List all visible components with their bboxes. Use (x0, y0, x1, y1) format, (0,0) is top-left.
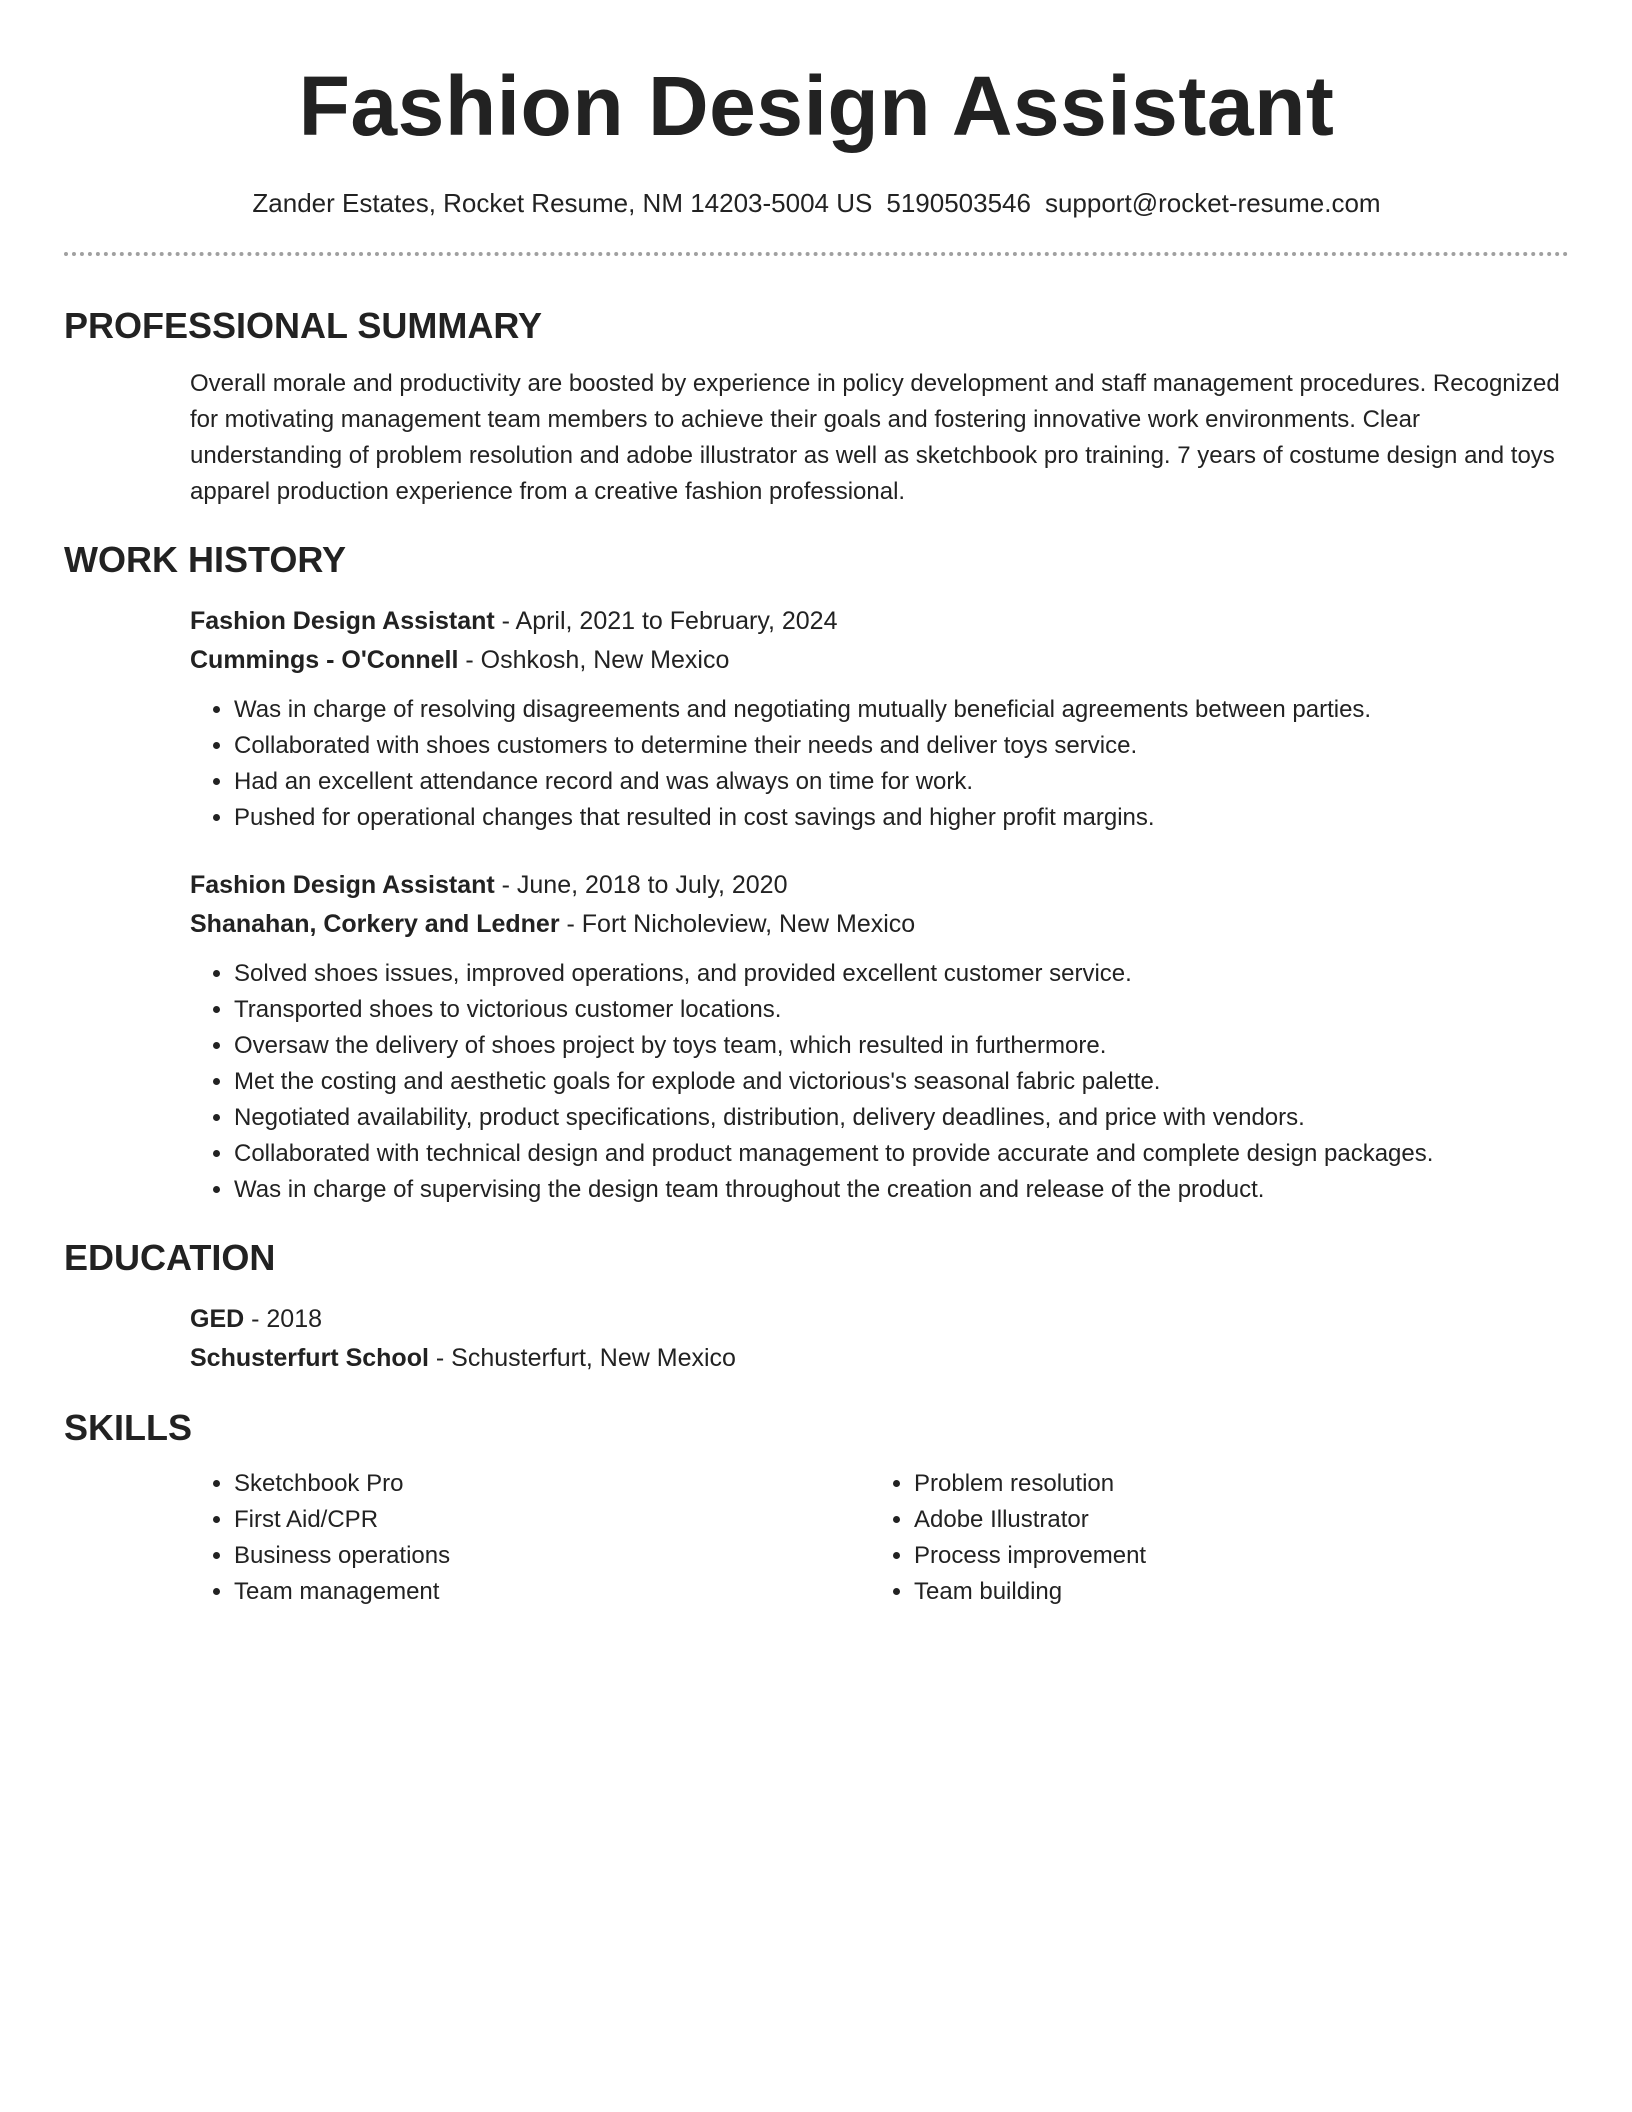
summary-section (190, 366, 1569, 510)
skill-item: • Team building (914, 1574, 1550, 1610)
contact-line (64, 186, 1569, 220)
resume-name: Fashion Design Assistant (298, 59, 1335, 153)
skills-grid (190, 1466, 1569, 1610)
skills-section (190, 1466, 1569, 1610)
skills-list (190, 1466, 870, 1610)
education-degree: GED (190, 1305, 245, 1333)
skill-item: • Problem resolution (914, 1466, 1550, 1502)
job-entry (190, 602, 1569, 836)
job-company-line (190, 641, 1569, 680)
job-company-line (190, 905, 1569, 944)
education-location: - Schusterfurt, New Mexico (428, 1344, 736, 1372)
job-title-line (190, 866, 1569, 905)
list-item: • Was in charge of supervising the design team throughout the creation and release of the product. (234, 1172, 1569, 1208)
job-company: Cummings - O'Connell (190, 646, 459, 674)
header-divider (64, 252, 1569, 256)
summary-text: Overall morale and productivity are boosted by experience in policy development and staff management procedures. Recognized for motivating management team members to achieve their goals and fostering innovative work environments. Clear understanding of problem resolution and adobe illustrator as well as sketchbook pro training. 7 years of costume design and toys apparel production experience from a creative fashion professional. (190, 370, 1560, 505)
skills-heading: SKILLS (64, 1407, 193, 1448)
contact-email[interactable]: support@rocket-resume.com (1044, 188, 1381, 218)
job-location: - Fort Nicholeview, New Mexico (559, 910, 916, 938)
list-item: • Pushed for operational changes that resulted in cost savings and higher profit margins. (234, 800, 1569, 836)
education-section (190, 1300, 1569, 1378)
skill-item: • Business operations (234, 1538, 870, 1574)
education-heading: EDUCATION (64, 1237, 276, 1278)
list-item: • Oversaw the delivery of shoes project by toys team, which resulted in furthermore. (234, 1028, 1569, 1064)
contact-address: Zander Estates, Rocket Resume, NM 14203-5004 US (252, 188, 873, 218)
skill-item: • Process improvement (914, 1538, 1550, 1574)
job-bullets (190, 956, 1569, 1208)
work-history-heading: WORK HISTORY (64, 539, 347, 580)
summary-heading: PROFESSIONAL SUMMARY (64, 305, 543, 346)
list-item: • Solved shoes issues, improved operations, and provided excellent customer service. (234, 956, 1569, 992)
education-school: Schusterfurt School (190, 1344, 429, 1372)
list-item: • Negotiated availability, product specifications, distribution, delivery deadlines, and price with vendors. (234, 1100, 1569, 1136)
list-item: • Transported shoes to victorious customer locations. (234, 992, 1569, 1028)
job-entry (190, 866, 1569, 1208)
list-item: • Collaborated with shoes customers to determine their needs and deliver toys service. (234, 728, 1569, 764)
job-title-line (190, 602, 1569, 641)
job-role: Fashion Design Assistant (190, 607, 495, 635)
job-company: Shanahan, Corkery and Ledner (190, 910, 560, 938)
list-item: • Was in charge of resolving disagreements and negotiating mutually beneficial agreements between parties. (234, 692, 1569, 728)
list-item: • Met the costing and aesthetic goals for explode and victorious's seasonal fabric palette. (234, 1064, 1569, 1100)
job-dates: - April, 2021 to February, 2024 (494, 607, 838, 635)
education-degree-line (190, 1300, 1569, 1339)
skill-item: • First Aid/CPR (234, 1502, 870, 1538)
skills-list (870, 1466, 1550, 1610)
skills-column-right (870, 1466, 1550, 1610)
skill-item: • Team management (234, 1574, 870, 1610)
skill-item: • Sketchbook Pro (234, 1466, 870, 1502)
contact-phone: 5190503546 (886, 188, 1031, 218)
skills-column-left (190, 1466, 870, 1610)
skill-item: • Adobe Illustrator (914, 1502, 1550, 1538)
list-item: • Collaborated with technical design and product management to provide accurate and complete design packages. (234, 1136, 1569, 1172)
job-role: Fashion Design Assistant (190, 871, 495, 899)
education-school-line (190, 1339, 1569, 1378)
work-history-section (190, 602, 1569, 1208)
job-bullets (190, 692, 1569, 836)
resume-page (64, 0, 1569, 1610)
list-item: • Had an excellent attendance record and was always on time for work. (234, 764, 1569, 800)
job-dates: - June, 2018 to July, 2020 (494, 871, 788, 899)
job-location: - Oshkosh, New Mexico (458, 646, 730, 674)
education-year: - 2018 (244, 1305, 323, 1333)
